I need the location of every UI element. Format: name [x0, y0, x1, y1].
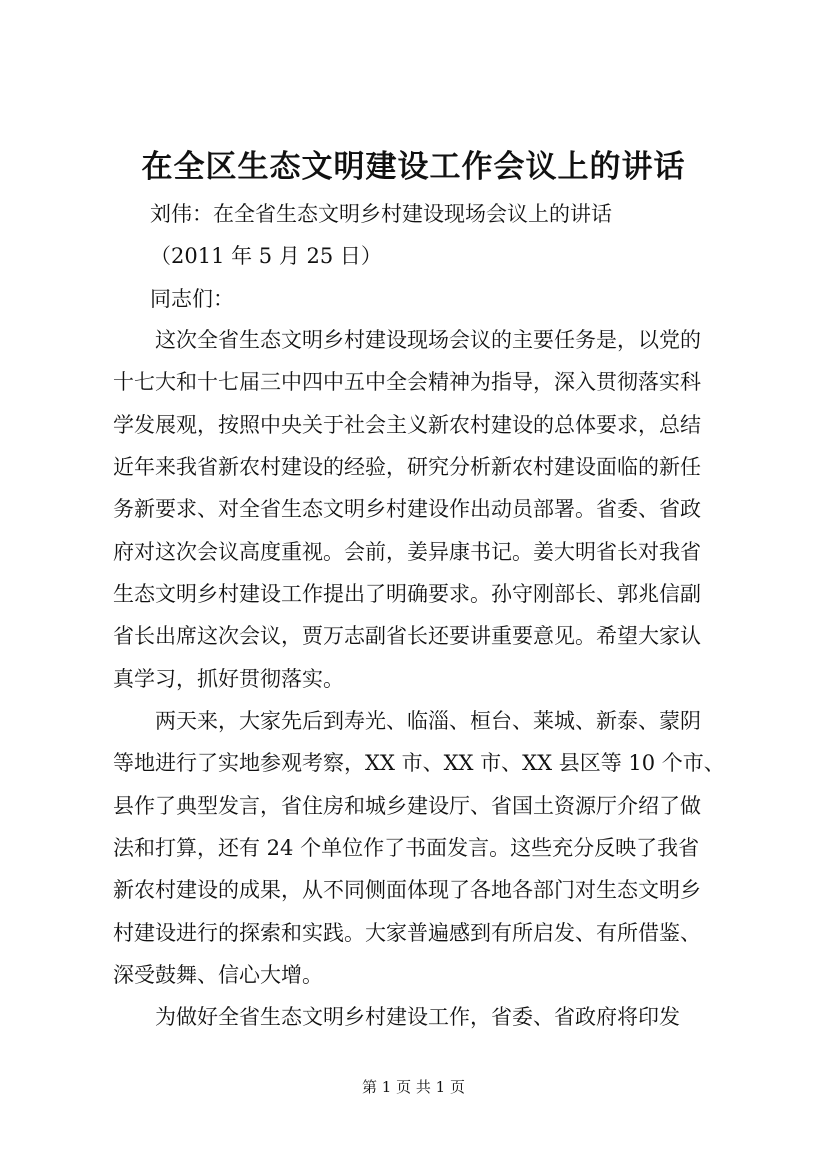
date-line: （2011 年 5 月 25 日） [150, 244, 382, 268]
paragraph-1-line-5: 务新要求、对全省生态文明乡村建设作出动员部署。省委、省政 [113, 497, 701, 521]
document-title: 在全区生态文明建设工作会议上的讲话 [141, 149, 686, 185]
page-number: 第 1 页 共 1 页 [362, 1078, 465, 1096]
salutation-line: 同志们： [150, 287, 234, 311]
paragraph-2-line-2: 等地进行了实地参观考察，XX 市、XX 市、XX 县区等 10 个市、 [113, 751, 725, 775]
paragraph-1-line-2: 十七大和十七届三中四中五中全会精神为指导，深入贯彻落实科 [113, 370, 701, 394]
paragraph-1-line-1: 这次全省生态文明乡村建设现场会议的主要任务是，以党的 [155, 328, 701, 352]
paragraph-1-line-3: 学发展观，按照中央关于社会主义新农村建设的总体要求，总结 [113, 413, 701, 437]
paragraph-1-line-6: 府对这次会议高度重视。会前，姜异康书记。姜大明省长对我省 [113, 540, 701, 564]
subtitle-line: 刘伟：在全省生态文明乡村建设现场会议上的讲话 [150, 202, 612, 226]
paragraph-1-line-7: 生态文明乡村建设工作提出了明确要求。孙守刚部长、郭兆信副 [113, 582, 701, 606]
paragraph-2-line-3: 县作了典型发言，省住房和城乡建设厅、省国土资源厅介绍了做 [113, 794, 701, 818]
paragraph-1-line-9: 真学习，抓好贯彻落实。 [113, 667, 344, 691]
paragraph-2-line-6: 村建设进行的探索和实践。大家普遍感到有所启发、有所借鉴、 [113, 921, 701, 945]
paragraph-2-line-5: 新农村建设的成果，从不同侧面体现了各地各部门对生态文明乡 [113, 878, 701, 902]
paragraph-1-line-8: 省长出席这次会议，贾万志副省长还要讲重要意见。希望大家认 [113, 624, 701, 648]
paragraph-2-line-1: 两天来，大家先后到寿光、临淄、桓台、莱城、新泰、蒙阴 [155, 709, 701, 733]
paragraph-2-line-4: 法和打算，还有 24 个单位作了书面发言。这些充分反映了我省 [113, 836, 700, 860]
paragraph-2-line-7: 深受鼓舞、信心大增。 [113, 963, 323, 987]
paragraph-3-line-1: 为做好全省生态文明乡村建设工作，省委、省政府将印发 [155, 1005, 680, 1029]
paragraph-1-line-4: 近年来我省新农村建设的经验，研究分析新农村建设面临的新任 [113, 455, 701, 479]
